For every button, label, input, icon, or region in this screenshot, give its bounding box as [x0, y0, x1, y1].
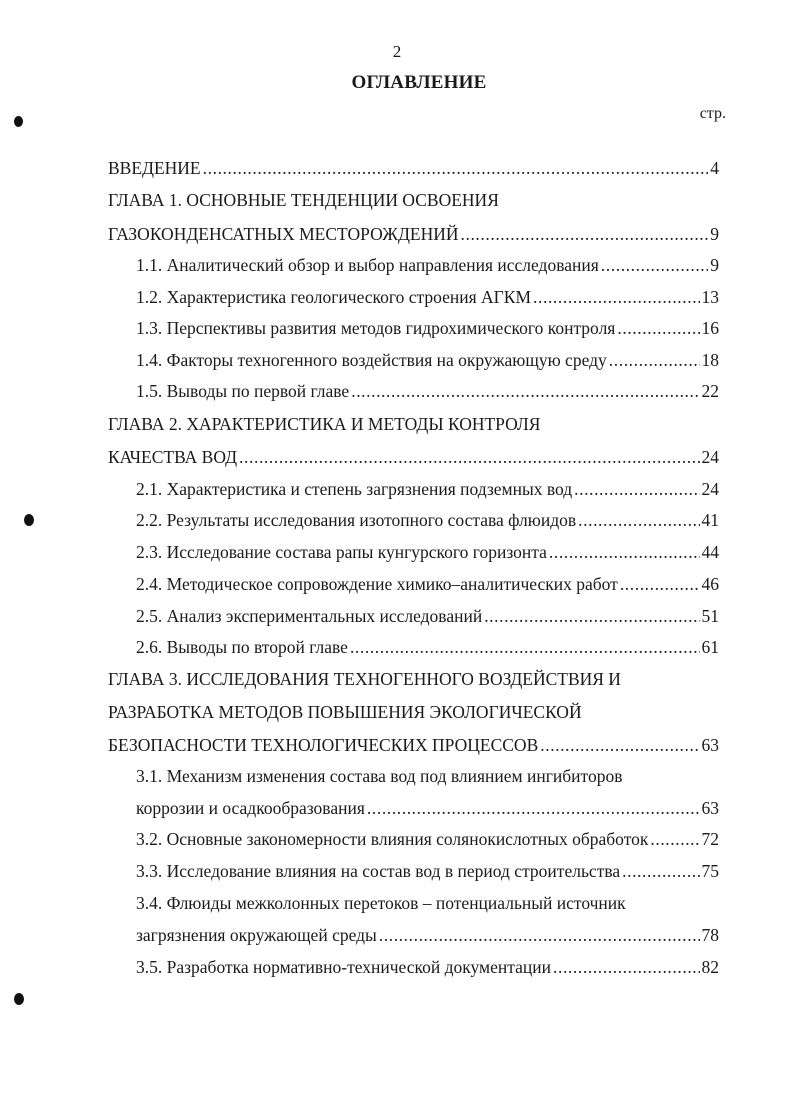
toc-entry-chapter-1[interactable]: ГАЗОКОНДЕНСАТНЫХ МЕСТОРОЖДЕНИЙ ..... 9	[108, 223, 719, 245]
toc-entry-1-2[interactable]: 1.2. Характеристика геологического строения АГКМ ..... 13	[136, 286, 719, 308]
toc-entry-3-1[interactable]: коррозии и осадкообразования ..... 63	[136, 797, 719, 819]
toc-entry-2-2[interactable]: 2.2. Результаты исследования изотопного состава флюидов ..... 41	[136, 509, 719, 531]
page-number: 2	[392, 42, 402, 61]
toc-entry-2-4[interactable]: 2.4. Методическое сопровождение химико–аналитических работ ..... 46	[136, 573, 719, 595]
toc-entry-3-2[interactable]: 3.2. Основные закономерности влияния солянокислотных обработок ..... 72	[136, 828, 719, 850]
toc-entry-2-5[interactable]: 2.5. Анализ экспериментальных исследований ..... 51	[136, 605, 719, 627]
page-title: ОГЛАВЛЕНИЕ	[351, 72, 487, 93]
toc-entry-2-6[interactable]: 2.6. Выводы по второй главе ..... 61	[136, 636, 719, 658]
toc-entry-3-5[interactable]: 3.5. Разработка нормативно-технической документации ..... 82	[136, 956, 719, 978]
toc-entry-2-3[interactable]: 2.3. Исследование состава рапы кунгурского горизонта ..... 44	[136, 541, 719, 563]
toc-chapter-3-heading-line2: РАЗРАБОТКА МЕТОДОВ ПОВЫШЕНИЯ ЭКОЛОГИЧЕСКОЙ	[108, 702, 582, 722]
toc-entry-1-3[interactable]: 1.3. Перспективы развития методов гидрохимического контроля ..... 16	[136, 317, 719, 339]
toc-chapter-1-heading: ГЛАВА 1. ОСНОВНЫЕ ТЕНДЕНЦИИ ОСВОЕНИЯ	[108, 190, 499, 210]
toc-entry-2-1[interactable]: 2.1. Характеристика и степень загрязнения подземных вод ..... 24	[136, 478, 719, 500]
toc-entry-3-4-line1: 3.4. Флюиды межколонных перетоков – потенциальный источник	[136, 893, 626, 913]
toc-entry-1-5[interactable]: 1.5. Выводы по первой главе ..... 22	[136, 380, 719, 402]
toc-entry-1-1[interactable]: 1.1. Аналитический обзор и выбор направления исследования ..... 9	[136, 254, 719, 276]
punch-mark-top	[14, 116, 23, 127]
toc-chapter-3-heading-line1: ГЛАВА 3. ИССЛЕДОВАНИЯ ТЕХНОГЕННОГО ВОЗДЕЙСТВИЯ И	[108, 669, 621, 689]
punch-mark-middle	[24, 514, 34, 526]
toc-entry-1-4[interactable]: 1.4. Факторы техногенного воздействия на окружающую среду ..... 18	[136, 349, 719, 371]
toc-entry-introduction[interactable]: ВВЕДЕНИЕ ..... 4	[108, 157, 719, 179]
toc-entry-3-3[interactable]: 3.3. Исследование влияния на состав вод в период строительства ..... 75	[136, 860, 719, 882]
toc-chapter-2-heading: ГЛАВА 2. ХАРАКТЕРИСТИКА И МЕТОДЫ КОНТРОЛЯ	[108, 414, 541, 434]
punch-mark-bottom	[14, 993, 24, 1005]
toc-entry-chapter-3[interactable]: БЕЗОПАСНОСТИ ТЕХНОЛОГИЧЕСКИХ ПРОЦЕССОВ ..... 63	[108, 734, 719, 756]
toc-entry-chapter-2[interactable]: КАЧЕСТВА ВОД ..... 24	[108, 446, 719, 468]
toc-entry-3-4[interactable]: загрязнения окружающей среды ..... 78	[136, 924, 719, 946]
pages-column-label: стр.	[699, 105, 726, 122]
toc-entry-3-1-line1: 3.1. Механизм изменения состава вод под влиянием ингибиторов	[136, 766, 623, 786]
